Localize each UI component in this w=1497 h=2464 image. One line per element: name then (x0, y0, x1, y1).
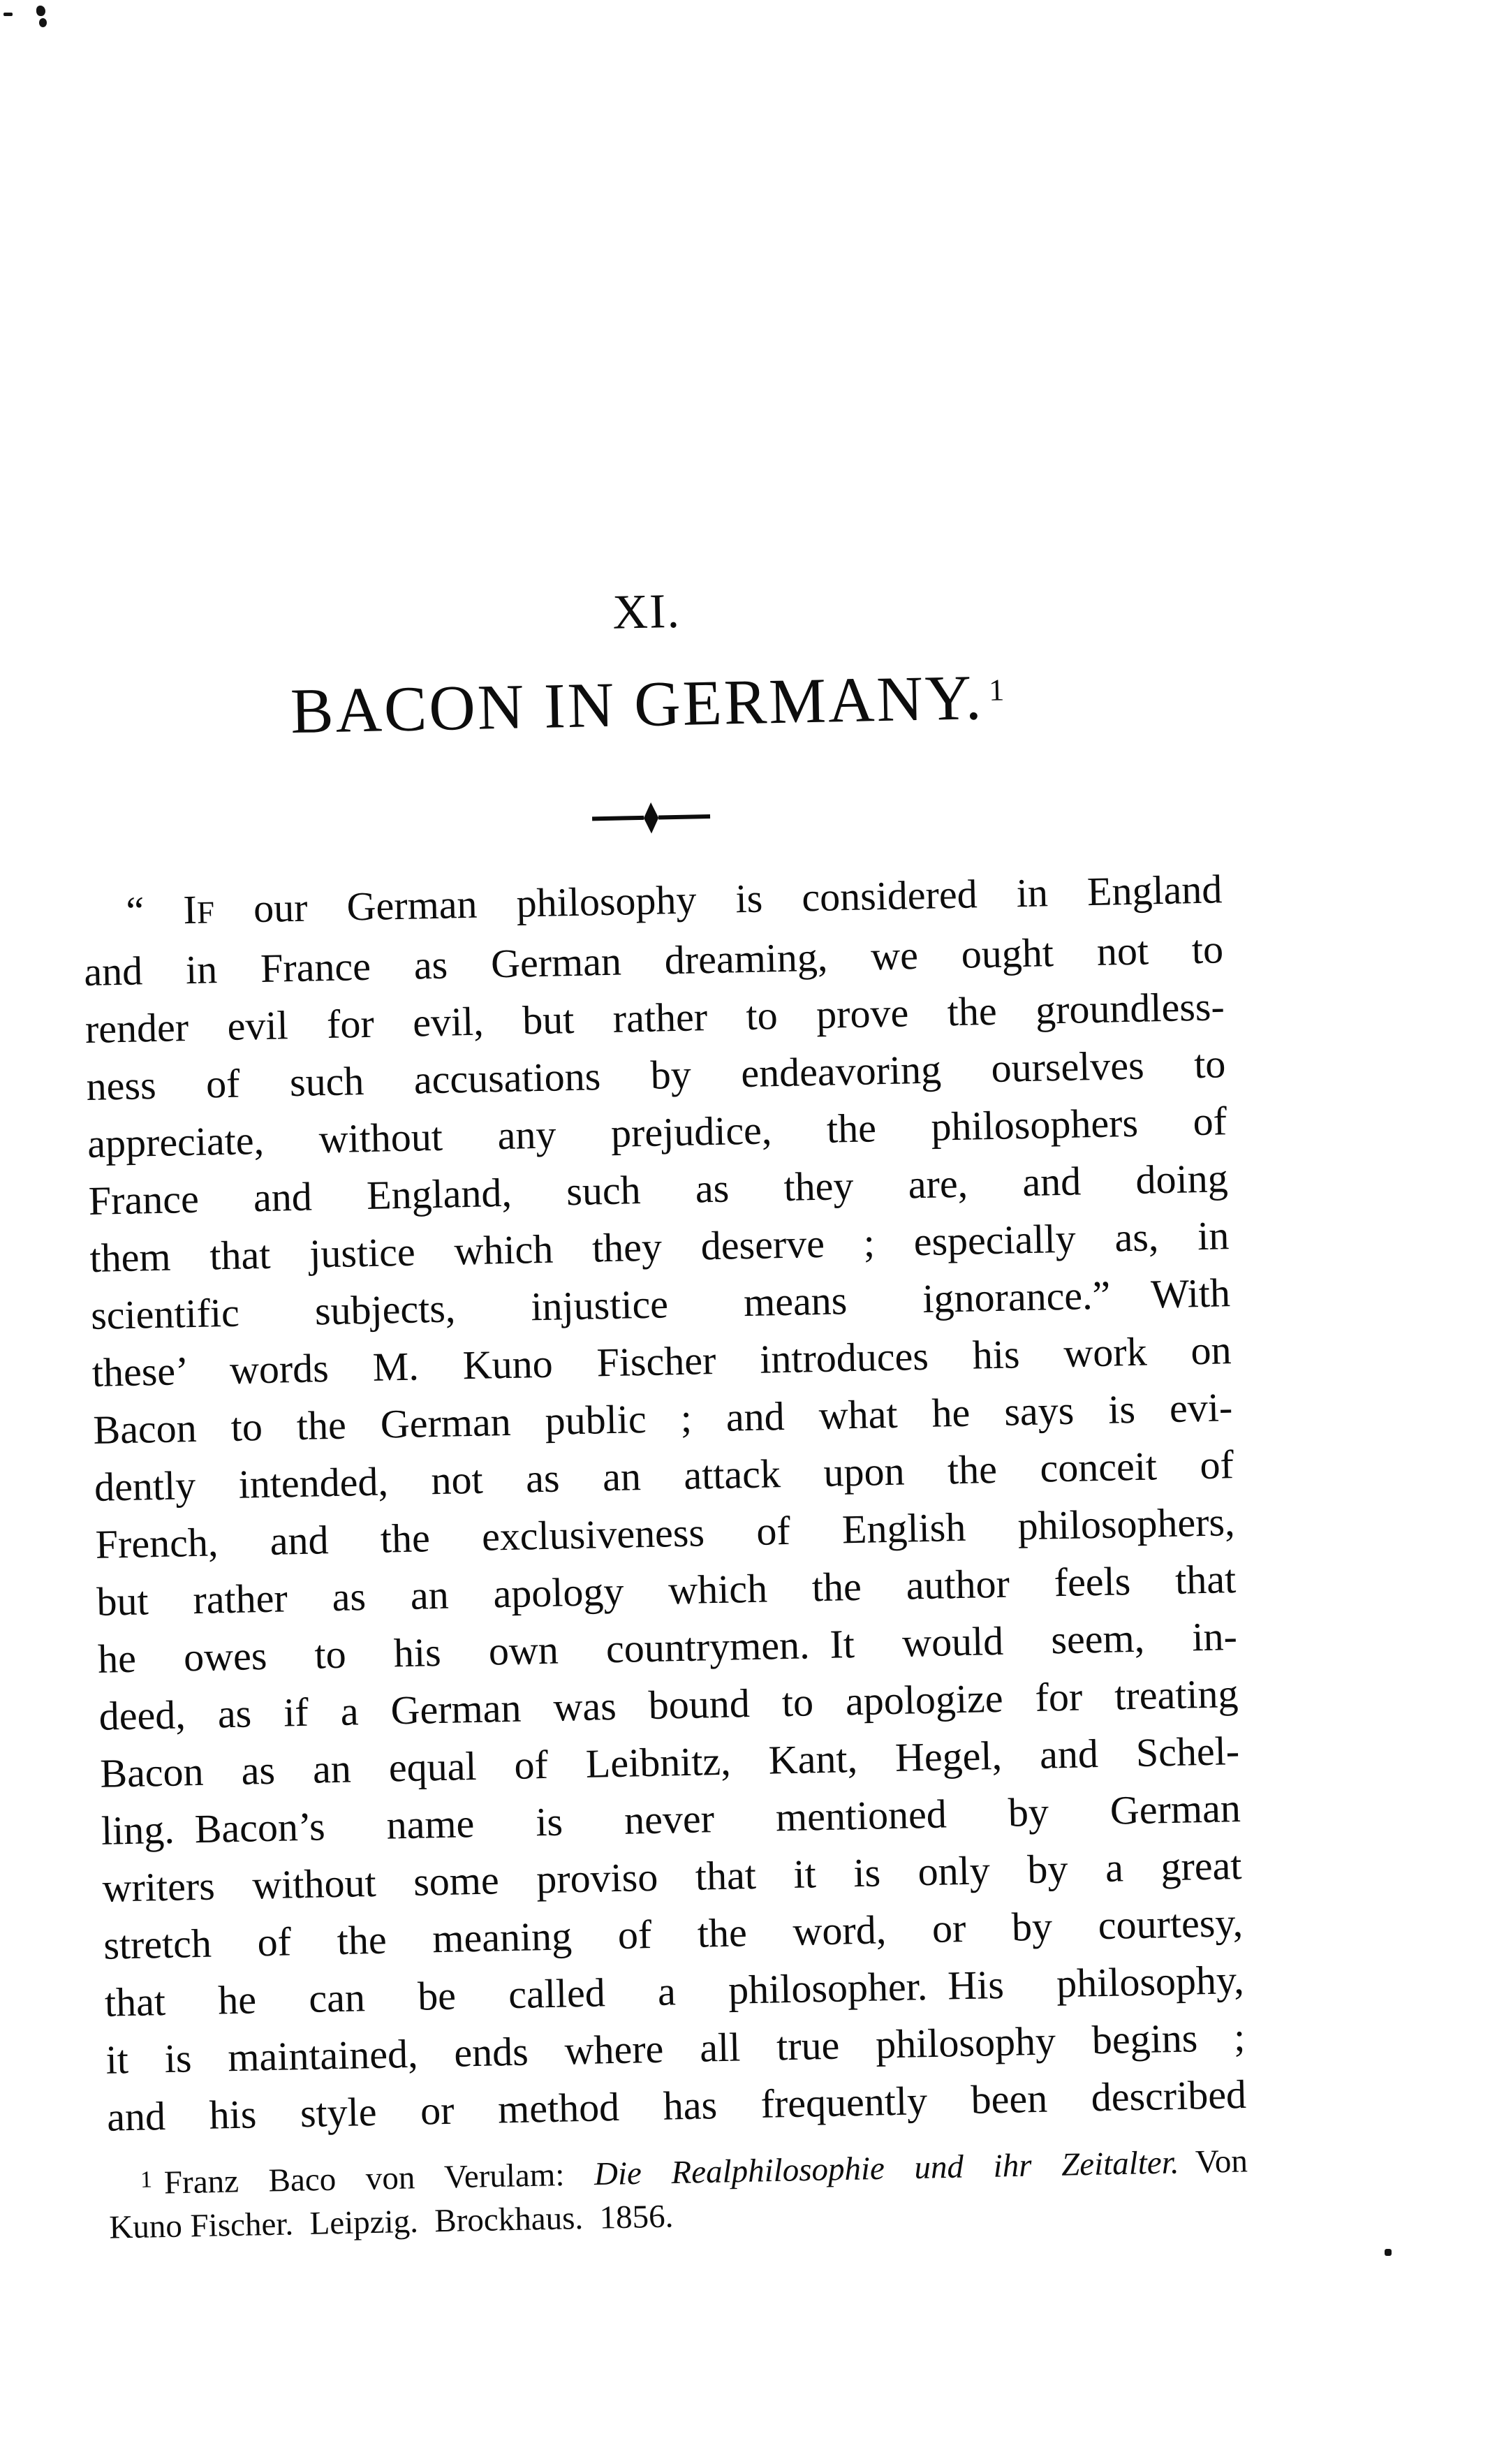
footnote-text: Von (1178, 2143, 1248, 2181)
text-line: appreciate, without any prejudice, the philosophers of (87, 1098, 1227, 1166)
text-line: them that justice which they deserve ; especially as, in (89, 1212, 1230, 1281)
line-rest: our German philosophy is considered in England (214, 866, 1223, 932)
text-line: ness of such accusations by endeavoring ourselves to (85, 1041, 1226, 1109)
divider-rule-left (592, 816, 644, 821)
text-line: deed, as if a German was bound to apologize for treating (98, 1671, 1239, 1739)
line-open: “ I (125, 886, 198, 934)
text-line: and in France as German dreaming, we ought not to (83, 926, 1224, 995)
text-line: and his style or method has frequently been described (106, 2071, 1247, 2140)
text-line: these’ words M. Kuno Fischer introduces his work on (91, 1327, 1232, 1395)
section-divider (81, 792, 1221, 843)
text-line: he owes to his own countrymen. It would seem, in- (97, 1613, 1238, 1682)
page-title-text: BACON IN GERMANY. (290, 661, 985, 747)
text-line: that he can be called a philosopher. His philosophy, (104, 1956, 1245, 2025)
text-line: dently intended, not as an attack upon the conceit of (94, 1442, 1234, 1510)
text-line: scientific subjects, injustice means ignorance.” With (90, 1270, 1231, 1338)
text-line: stretch of the meaning of the word, or by courtesy, (103, 1899, 1244, 1968)
text-line: ling. Bacon’s name is never mentioned by German (101, 1785, 1241, 1854)
title-footnote-marker: 1 (988, 672, 1007, 707)
divider-rule-right (658, 814, 710, 819)
text-line: writers without some proviso that it is only by a great (102, 1842, 1242, 1911)
page-title (78, 655, 1219, 752)
footnote-line: Kuno Fischer. Leipzig. Brockhaus. 1856. (108, 2198, 674, 2247)
text-line: but rather as an apology which the author feels that (96, 1556, 1237, 1625)
footnote (108, 2136, 1248, 2250)
text-line: Bacon as an equal of Leibnitz, Kant, Hegel, and Schel- (99, 1728, 1240, 1796)
text-line: it is maintained, ends where all true philosophy begins ; (105, 2014, 1246, 2083)
divider-diamond-icon (643, 802, 658, 833)
chapter-number: XI. (612, 584, 681, 640)
footnote-italic-title: Die Realphilosophie und ihr Zeitalter. (593, 2144, 1180, 2193)
small-cap-letter: F (196, 895, 215, 930)
body-paragraph (82, 860, 1247, 2146)
footnote-marker: 1 (140, 2166, 153, 2193)
text-line: French, and the exclusiveness of English philosophers, (95, 1499, 1236, 1567)
footnote-text: Franz Baco von Verulam: (163, 2156, 595, 2201)
text-line: render evil for evil, but rather to prove the groundless- (84, 983, 1225, 1053)
text-line: Bacon to the German public ; and what he says is evi- (92, 1384, 1233, 1453)
text-line: France and England, such as they are, and doing (88, 1155, 1229, 1224)
